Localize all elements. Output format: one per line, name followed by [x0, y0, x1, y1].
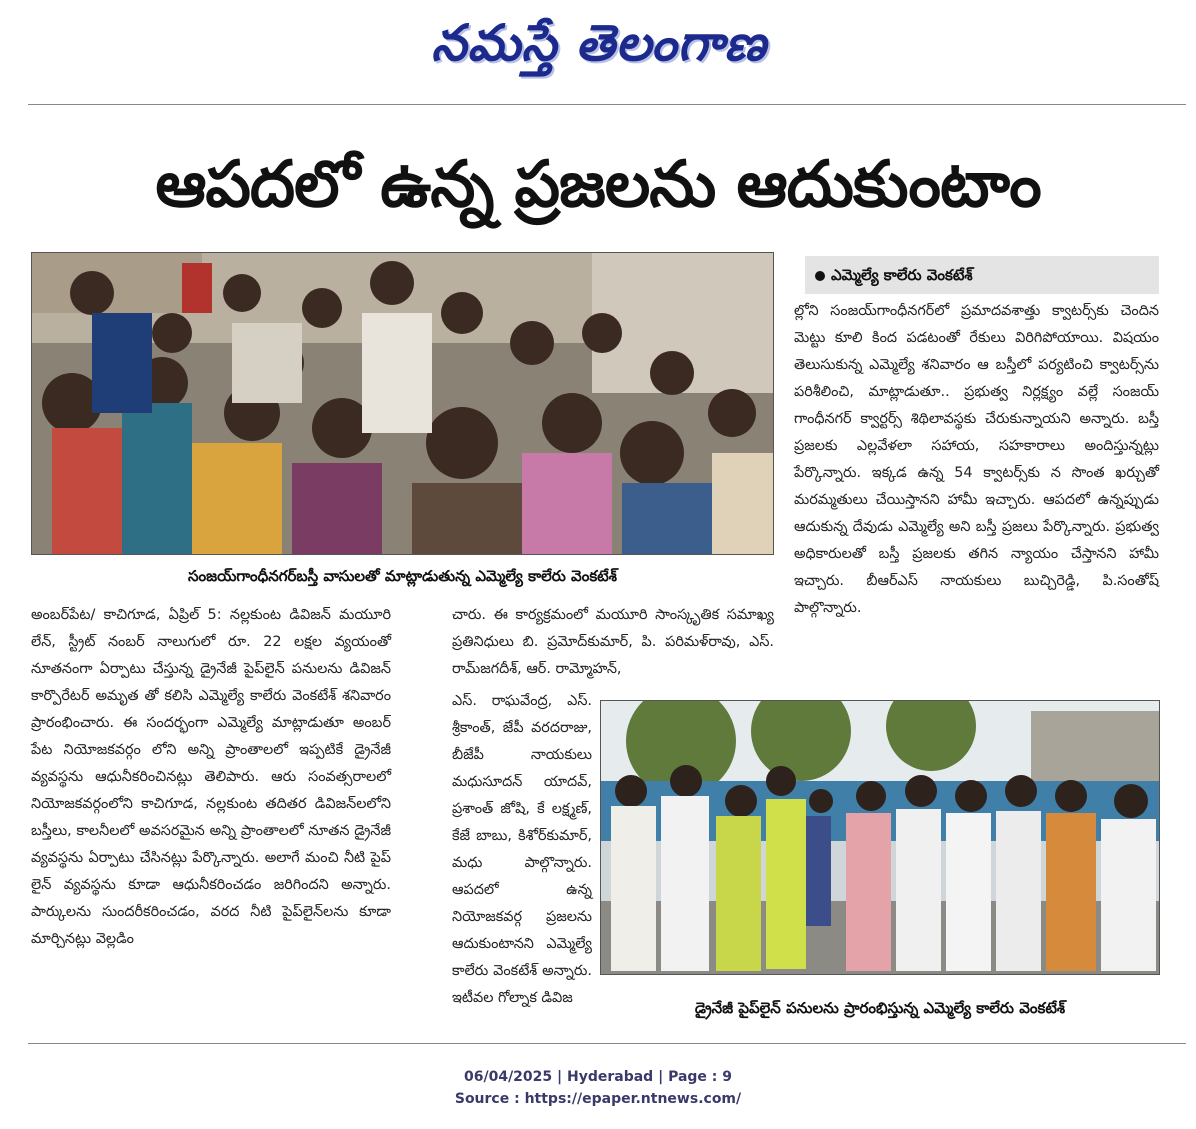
- article-paragraph-middle: ఎస్. రాఘవేంద్ర, ఎస్. శ్రీకాంత్, జేపీ వరదరాజు, బీజేపీ నాయకులు మధుసూదన్ యాదవ్, ప్రశాంత్ జోషి, కే లక్ష్మణ్, కేజే బాబు, కిశోర్‌కుమార్, మధు పాల్గొన్నారు. ఆపదలో ఉన్న నియోజకవర్గ ప్రజలను ఆదుకుంటానని ఎమ్మెల్యే కాలేరు వెంకటేశ్ అన్నారు. ఇటీవల గోల్నాక డివిజ: [452, 693, 592, 1006]
- bullet-icon: [815, 271, 825, 281]
- byline-box: [805, 256, 1159, 294]
- photo-pipeline-inauguration: [600, 700, 1160, 975]
- bottom-rule: [28, 1043, 1186, 1044]
- newspaper-logo: నమస్తే తెలంగాణ: [431, 14, 767, 72]
- photo-residents-meeting: [31, 252, 774, 555]
- article-column-right: [794, 298, 1159, 688]
- article-paragraph-left: అంబర్‌పేట/ కాచిగూడ, ఏప్రిల్ 5: నల్లకుంట డివిజన్ మయూరి లేన్, స్ట్రీట్ నంబర్ నాలుగులో రూ. 22 లక్షల వ్యయంతో నూతనంగా ఏర్పాటు చేస్తున్న డ్రైనేజీ పైప్‌లైన్ పనులను డివిజన్ కార్పొరేటర్ అమృత తో కలిసి ఎమ్మెల్యే కాలేరు వెంకటేశ్ శనివారం ప్రారంభించారు. ఈ సందర్భంగా ఎమ్మెల్యే మాట్లాడుతూ అంబర్ పేట నియోజకవర్గం లోని అన్ని ప్రాంతాలలో ఇప్పటికే డ్రైనేజీ వ్యవస్థను ఆధునీకరించినట్లు తెలిపారు. ఆరు సంవత్సరాలలో నియోజకవర్గంలోని కాచిగూడ, నల్లకుంట తదితర డివిజన్‌లలోని బస్తీలు, కాలనీలలో అవసరమైన అన్ని ప్రాంతాలలో నూతన డ్రైనేజీ వ్యవస్థను ఏర్పాటు చేసినట్లు పేర్కొన్నారు. అలాగే మంచి నీటి పైప్ లైన్ వ్యవస్థను కూడా ఆధునీకరించడం జరిగిందని అన్నారు. పార్కులను సుందరీకరించడం, వరద నీటి పైప్‌లైన్‌లను కూడా మార్చినట్లు వెల్లడిం: [31, 607, 391, 947]
- byline-text: ఎమ్మెల్యే కాలేరు వెంకటేశ్: [831, 266, 973, 284]
- footer-source: Source : https://epaper.ntnews.com/: [454, 1091, 742, 1107]
- article-column-left: [31, 602, 391, 1034]
- article-column-middle: [452, 688, 592, 1034]
- page-footer: [0, 1066, 1196, 1112]
- footer-date-edition: 06/04/2025 | Hyderabad | Page : 9: [463, 1069, 733, 1085]
- article-column-middle-top: [452, 602, 774, 690]
- article-headline: ఆపదలో ఉన్న ప్రజలను ఆదుకుంటాం: [155, 148, 1041, 222]
- photo2-caption: డ్రైనేజీ పైప్‌లైన్ పనులను ప్రారంభిస్తున్న ఎమ్మెల్యే కాలేరు వెంకటేశ్: [694, 999, 1066, 1017]
- top-rule: [28, 104, 1186, 105]
- article-paragraph-middle-top: చారు. ఈ కార్యక్రమంలో మయూరి సాంస్కృతిక సమాఖ్య ప్రతినిధులు బి. ప్రమోద్‌కుమార్, పి. పరిమళ్‌రావు, ఎస్. రామ్‌జగదీశ్, ఆర్. రామ్మోహన్,: [452, 607, 774, 677]
- article-paragraph-right: ల్లోని సంజయ్‌గాంధీనగర్‌లో ప్రమాదవశాత్తు క్వాటర్స్‌కు చెందిన మెట్టు కూలి కింద పడటంతో రేకులు విరిగిపోయాయి. విషయం తెలుసుకున్న ఎమ్మెల్యే శనివారం ఆ బస్తీలో పర్యటించి క్వాటర్స్‌ను పరిశీలించి, మాట్లాడుతూ.. ప్రభుత్వ నిర్లక్ష్యం వల్లే సంజయ్ గాంధీనగర్ క్వార్టర్స్ శిథిలావస్థకు చేరుకున్నాయని అన్నారు. బస్తీ ప్రజలకు ఎల్లవేళలా సహాయ, సహకారాలు అందిస్తున్నట్లు పేర్కొన్నారు. ఇక్కడ ఉన్న 54 క్వాటర్స్‌కు న సొంత ఖర్చుతో మరమ్మతులు చేయిస్తానని హామీ ఇచ్చారు. ఆపదలో ఉన్నప్పుడు ఆదుకున్న దేవుడు ఎమ్మెల్యే అని బస్తీ ప్రజలు పేర్కొన్నారు. ప్రభుత్వ అధికారులతో బస్తీ ప్రజలకు తగిన న్యాయం చేస్తానని హామీ ఇచ్చారు. బీఆర్‌ఎస్ నాయకులు బుచ్చిరెడ్డి, పి.సంతోష్ పాల్గొన్నారు.: [794, 303, 1159, 616]
- masthead: [0, 0, 1196, 96]
- photo1-caption: సంజయ్‌గాంధీనగర్‌బస్తీ వాసులతో మాట్లాడుతున్న ఎమ్మెల్యే కాలేరు వెంకటేశ్: [188, 567, 617, 585]
